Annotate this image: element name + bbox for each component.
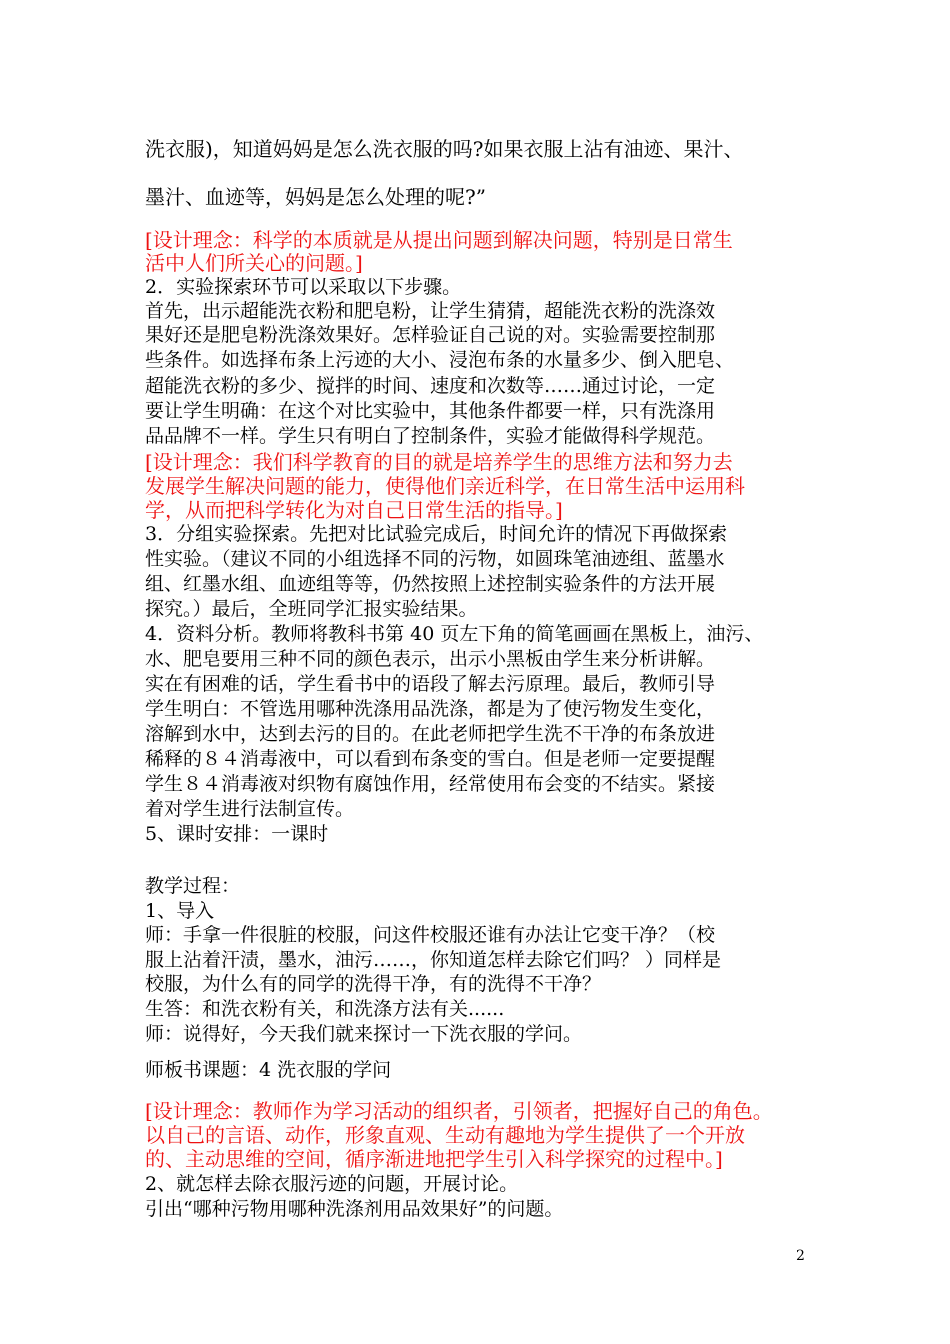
step-4-line-6: 稀释的８４消毒液中，可以看到布条变的雪白。但是老师一定要提醒	[145, 748, 716, 770]
step-3-line-3: 组、红墨水组、血迹组等等，仍然按照上述控制实验条件的方法开展	[145, 573, 716, 595]
process-title: 教学过程：	[145, 875, 241, 897]
design-note-2-line-1: [设计理念：我们科学教育的目的就是培养学生的思维方法和努力去	[145, 450, 733, 474]
step-3-line-1: 3．分组实验探索。先把对比试验完成后，时间允许的情况下再做探索	[145, 523, 728, 545]
design-note-3-line-1: [设计理念：教师作为学习活动的组织者，引领者，把握好自己的角色。	[145, 1099, 773, 1123]
step-4-line-5: 溶解到水中，达到去污的目的。在此老师把学生洗不干净的布条放进	[145, 723, 716, 745]
step-5-line: 5、课时安排：一课时	[145, 823, 329, 845]
opening-line-1: 洗衣服)，知道妈妈是怎么洗衣服的吗?如果衣服上沾有油迹、果汁、	[145, 137, 744, 161]
step-3-line-4: 探究。）最后，全班同学汇报实验结果。	[145, 598, 478, 620]
design-note-3-line-2: 以自己的言语、动作，形象直观、生动有趣地为学生提供了一个开放	[145, 1123, 745, 1147]
discussion-line-2: 引出“哪种污物用哪种洗涤剂用品效果好”的问题。	[145, 1198, 564, 1220]
design-note-1-line-2: 活中人们所关心的问题。]	[145, 251, 363, 275]
step-2-line-4: 些条件。如选择布条上污迹的大小、浸泡布条的水量多少、倒入肥皂、	[145, 349, 735, 371]
design-note-2-line-2: 发展学生解决问题的能力，使得他们亲近科学，在日常生活中运用科	[145, 474, 745, 498]
step-4-line-3: 实在有困难的话，学生看书中的语段了解去污原理。最后，教师引导	[145, 673, 716, 695]
step-4-line-8: 着对学生进行法制宣传。	[145, 798, 355, 820]
step-2-line-5: 超能洗衣粉的多少、搅拌的时间、速度和次数等……通过讨论，一定	[145, 375, 716, 397]
board-title: 师板书课题：4 洗衣服的学问	[145, 1059, 392, 1081]
step-3-line-2: 性实验。（建议不同的小组选择不同的污物，如圆珠笔油迹组、蓝墨水	[145, 548, 725, 570]
step-4-line-4: 学生明白：不管选用哪种洗涤用品洗涤，都是为了使污物发生变化，	[145, 698, 716, 720]
step-2-line-7: 品品牌不一样。学生只有明白了控制条件，实验才能做得科学规范。	[145, 425, 716, 447]
design-note-1-line-1: [设计理念：科学的本质就是从提出问题到解决问题，特别是日常生	[145, 228, 733, 252]
discussion-line-1: 2、就怎样去除衣服污迹的问题，开展讨论。	[145, 1173, 519, 1195]
step-4-line-2: 水、肥皂要用三种不同的颜色表示，出示小黑板由学生来分析讲解。	[145, 648, 716, 670]
step-4-line-7: 学生８４消毒液对织物有腐蚀作用，经常使用布会变的不结实。紧接	[145, 773, 716, 795]
step-2-line-3: 果好还是肥皂粉洗涤效果好。怎样验证自己说的对。实验需要控制那	[145, 324, 716, 346]
opening-line-2: 墨汁、血迹等，妈妈是怎么处理的呢?”	[145, 185, 486, 209]
page-number: 2	[796, 1248, 805, 1264]
teacher-response: 师：说得好，今天我们就来探讨一下洗衣服的学问。	[145, 1023, 583, 1045]
teacher-line-3: 校服，为什么有的同学的洗得干净，有的洗得不干净？	[145, 973, 602, 995]
step-2-line-1: 2．实验探索环节可以采取以下步骤。	[145, 276, 462, 298]
design-note-3-line-3: 的、主动思维的空间，循序渐进地把学生引入科学探究的过程中。]	[145, 1147, 723, 1171]
step-2-line-2: 首先，出示超能洗衣粉和肥皂粉，让学生猜猜，超能洗衣粉的洗涤效	[145, 300, 716, 322]
intro-heading: 1、导入	[145, 900, 215, 922]
step-2-line-6: 要让学生明确：在这个对比实验中，其他条件都要一样，只有洗涤用	[145, 400, 716, 422]
student-answer: 生答：和洗衣粉有关，和洗涤方法有关......	[145, 998, 505, 1020]
step-4-line-1: 4．资料分析。教师将教科书第 40 页左下角的简笔画画在黑板上，油污、	[145, 623, 764, 645]
design-note-2-line-3: 学，从而把科学转化为对自己日常生活的指导。]	[145, 498, 563, 522]
teacher-line-2: 服上沾着汗渍，墨水，油污……，你知道怎样去除它们吗？ ）同样是	[145, 949, 722, 971]
teacher-line-1: 师：手拿一件很脏的校服，问这件校服还谁有办法让它变干净？（校	[145, 924, 716, 946]
